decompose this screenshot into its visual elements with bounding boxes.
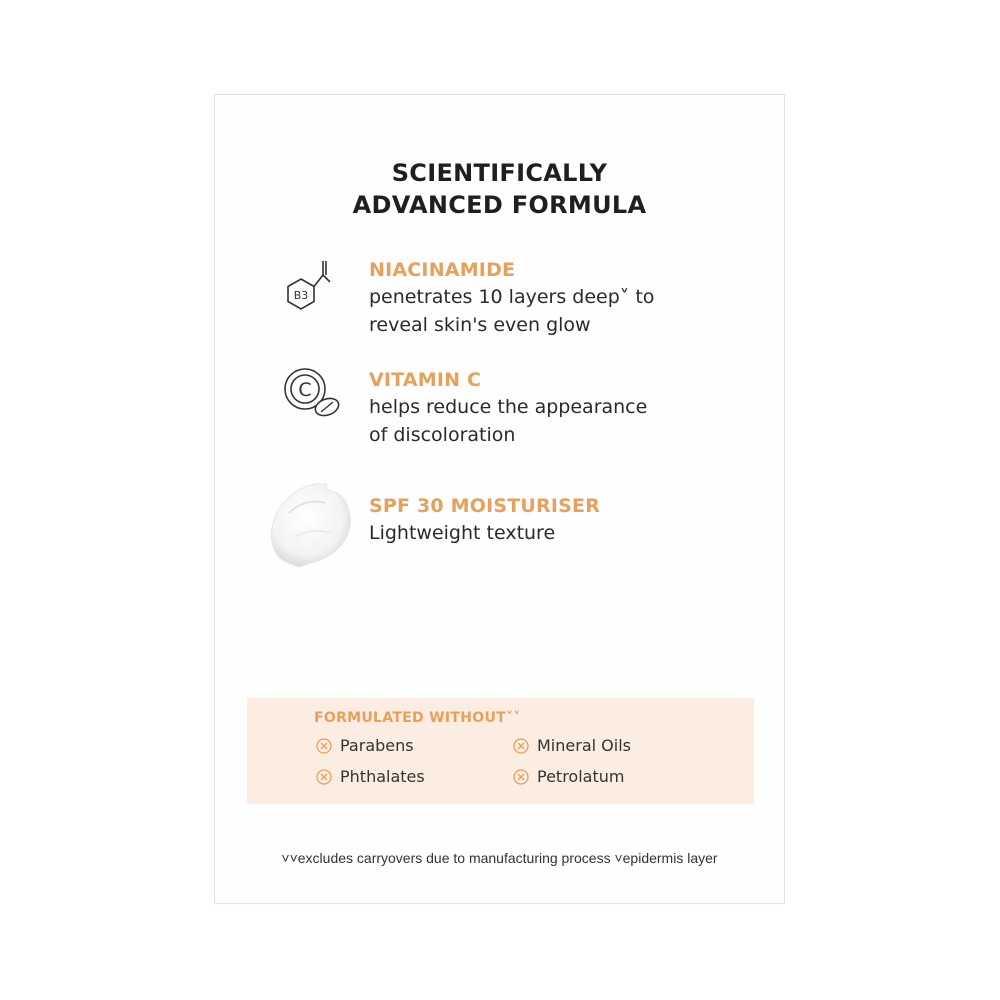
- feature-spf: [369, 493, 600, 547]
- b3-molecule-icon: [283, 255, 331, 313]
- excluded-item-phthalates: [316, 767, 425, 786]
- formulated-without-title: FORMULATED WITHOUT˅˅: [314, 710, 521, 726]
- x-circle-icon: [316, 738, 332, 754]
- feature-vitamin-c: [369, 367, 647, 449]
- feature-niacinamide: [369, 257, 654, 339]
- excluded-item-mineral-oils: [513, 736, 631, 755]
- excluded-item-petrolatum: [513, 767, 624, 786]
- footnote: ˅˅excludes carryovers due to manufacturing process ˅epidermis layer: [281, 850, 718, 866]
- feature-desc-niacinamide: [369, 283, 654, 339]
- vitamin-c-icon-label: C: [298, 379, 312, 401]
- desc-line: helps reduce the appearance: [369, 396, 648, 418]
- feature-title-niacinamide: NIACINAMIDE: [369, 259, 516, 281]
- excluded-item-label: Mineral Oils: [537, 736, 631, 755]
- b3-icon-label: B3: [293, 289, 309, 302]
- excluded-item-label: Phthalates: [340, 767, 425, 786]
- formulated-without-box: [247, 698, 754, 804]
- desc-line: penetrates 10 layers deep˅ to: [369, 286, 655, 308]
- x-circle-icon: [316, 769, 332, 785]
- title-line-1: SCIENTIFICALLY: [391, 159, 608, 187]
- feature-desc-vitamin-c: [369, 393, 647, 449]
- vitamin-c-icon: [283, 367, 345, 423]
- product-info-card: [214, 94, 785, 904]
- excluded-item-label: Parabens: [340, 736, 414, 755]
- desc-line: Lightweight texture: [369, 522, 556, 544]
- desc-line: reveal skin's even glow: [369, 314, 591, 336]
- feature-desc-spf: [369, 519, 600, 547]
- desc-line: of discoloration: [369, 424, 516, 446]
- excluded-item-parabens: [316, 736, 414, 755]
- x-circle-icon: [513, 738, 529, 754]
- feature-title-spf: SPF 30 MOISTURISER: [369, 495, 601, 517]
- x-circle-icon: [513, 769, 529, 785]
- excluded-item-label: Petrolatum: [537, 767, 625, 786]
- title-line-2: ADVANCED FORMULA: [352, 191, 647, 219]
- page-title: [215, 157, 784, 221]
- feature-title-vitamin-c: VITAMIN C: [369, 369, 482, 391]
- cream-swatch-icon: [265, 479, 357, 571]
